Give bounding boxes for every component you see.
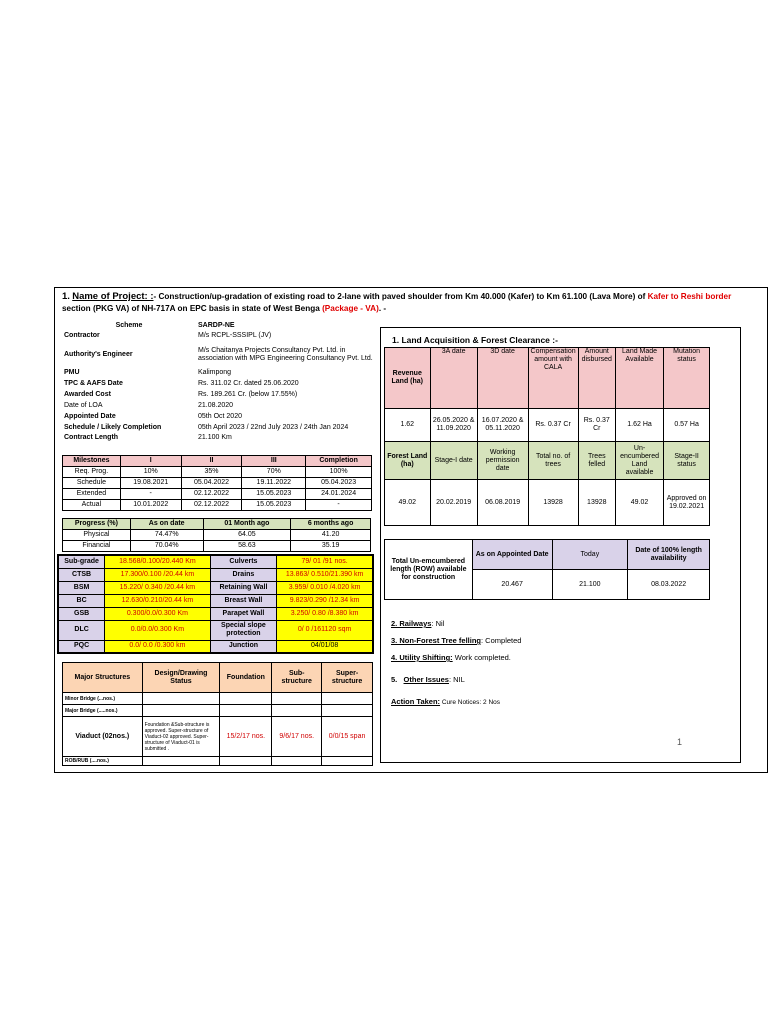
title-text-2: section (PKG VA) of NH-717A on EPC basis in state of West Benga	[62, 304, 323, 313]
land-row: 1.62 26.05.2020 & 11.09.2020 16.07.2020 & 05.11.2020 Rs. 0.37 Cr Rs. 0.37 Cr 1.62 Ha 0.57 Ha	[385, 409, 710, 442]
works-table	[57, 554, 374, 654]
forest-header: Forest Land (ha) Stage-I date Working permission date Total no. of trees Trees felled Un-encumbered Land available Stage-II status	[385, 442, 710, 480]
utility-shifting-note: 4. Utility Shifting: Work completed.	[391, 653, 511, 662]
forest-row: 49.02 20.02.2019 06.08.2019 13928 13928 49.02 Approved on 19.02.2021	[385, 480, 710, 526]
row-table	[384, 539, 710, 600]
structures-table	[62, 662, 373, 766]
works-row: BSM 15.220/ 0.340 /20.44 km Retaining Wall 3.959/ 0.010 /4.020 km	[58, 581, 373, 594]
info-row: TPC & AAFS Date Rs. 311.02 Cr. dated 25.06.2020	[64, 379, 299, 387]
works-row: GSB 0.300/0.0/0.300 Km Parapet Wall 3.250/ 0.80 /8.380 km	[58, 607, 373, 620]
info-row: Contract Length 21.100 Km	[64, 434, 232, 441]
land-header: Revenue Land (ha) 3A date 3D date Compensation amount with CALA Amount disbursed Land Made Available Mutation status	[385, 348, 710, 409]
milestones-row: Actual 10.01.2022 02.12.2022 15.05.2023 -	[63, 500, 372, 511]
info-row: Appointed Date 05th Oct 2020	[64, 412, 242, 420]
progress-row: Physical 74.47% 64.05 41.20	[63, 530, 371, 541]
progress-row: Financial 70.04% 58.63 35.19	[63, 541, 371, 552]
title-red-2: (Package - VA)	[322, 304, 379, 313]
info-row: Date of LOA 21.08.2020	[64, 401, 234, 409]
structures-row: ROB/RUB (....nos.)	[63, 757, 373, 766]
info-row: Scheme SARDP-NE	[115, 321, 235, 329]
title-text-1: - Construction/up-gradation of existing road to 2-lane with paved shoulder from Km 40.000 (Kafer) to Km 61.100 (Lava More) of	[153, 292, 648, 301]
progress-header: Progress (%) As on date 01 Month ago 6 months ago	[63, 519, 371, 530]
row-table-values: 20.467 21.100 08.03.2022	[385, 570, 710, 600]
title-text-3: . -	[378, 304, 387, 313]
project-title	[62, 291, 732, 315]
structures-row: Major Bridge (.....nos.)	[63, 705, 373, 717]
row-table-header: Total Un-emcumbered length (ROW) available for construction As on Appointed Date Today Date of 100% length availability	[385, 540, 710, 570]
page-number: 1	[677, 737, 683, 747]
milestones-row: Schedule 19.08.2021 05.04.2022 19.11.2022 05.04.2023	[63, 478, 372, 489]
info-row: Authority's Engineer M/s Chaitanya Projects Consultancy Pvt. Ltd. in association with MPG Engineering Consultancy Pvt. Ltd.	[64, 347, 373, 362]
title-red-1: Kafer to Reshi border	[647, 292, 732, 301]
structures-header: Major Structures Design/Drawing Status Foundation Sub-structure Super-structure	[63, 663, 373, 693]
works-row: Sub-grade 18.568/0.100/20.440 Km Culverts 79/ 01 /91 nos.	[58, 555, 373, 568]
action-taken-note: Action Taken: Cure Notices: 2 Nos	[391, 697, 501, 706]
works-row: DLC 0.0/0.0/0.300 Km Special slope protection 0/ 0 /161120 sqm	[58, 620, 373, 640]
milestones-row: Req. Prog. 10% 35% 70% 100%	[63, 467, 372, 478]
title-number: 1.	[62, 291, 70, 302]
milestones-row: Extended - 02.12.2022 15.05.2023 24.01.2024	[63, 489, 372, 500]
tree-felling-note: 3. Non-Forest Tree felling: Completed	[391, 636, 522, 645]
progress-table	[62, 518, 371, 552]
other-issues-note: 5. Other Issues: NIL	[391, 675, 465, 684]
info-row: PMU Kalimpong	[64, 369, 232, 376]
land-table	[384, 347, 710, 526]
milestones-table	[62, 455, 372, 511]
info-row: Schedule / Likely Completion 05th April 2023 / 22nd July 2023 / 24th Jan 2024	[64, 423, 349, 431]
works-row: PQC 0.0/ 0.0 /0.300 km Junction 04/01/08	[58, 640, 373, 653]
info-table	[62, 321, 378, 443]
info-row: Contractor M/s RCPL-SSSIPL (JV)	[64, 332, 272, 339]
structures-row: Minor Bridge (...nos.)	[63, 693, 373, 705]
milestones-header: Milestones I II III Completion	[63, 456, 372, 467]
info-row: Awarded Cost Rs. 189.261 Cr. (below 17.55%)	[64, 390, 298, 398]
railways-note: 2. Railways: Nil	[391, 619, 445, 628]
works-row: BC 12.630/0.210/20.44 km Breast Wall 9.823/0.290 /12.34 km	[58, 594, 373, 607]
land-title: 1. Land Acquisition & Forest Clearance :-	[392, 335, 558, 345]
works-row: CTSB 17.300/0.100 /20.44 km Drains 13.863/ 0.510/21.390 km	[58, 568, 373, 581]
structures-row: Viaduct (02nos.) Foundation &Sub-structure is approved. Super-structure of Viaduct-02 approved. Super-structure of Viaduct-01 is submitted . 15/2/17 nos. 9/6/17 nos. 0/0/15 span	[63, 717, 373, 757]
title-label: Name of Project: :	[72, 291, 154, 302]
